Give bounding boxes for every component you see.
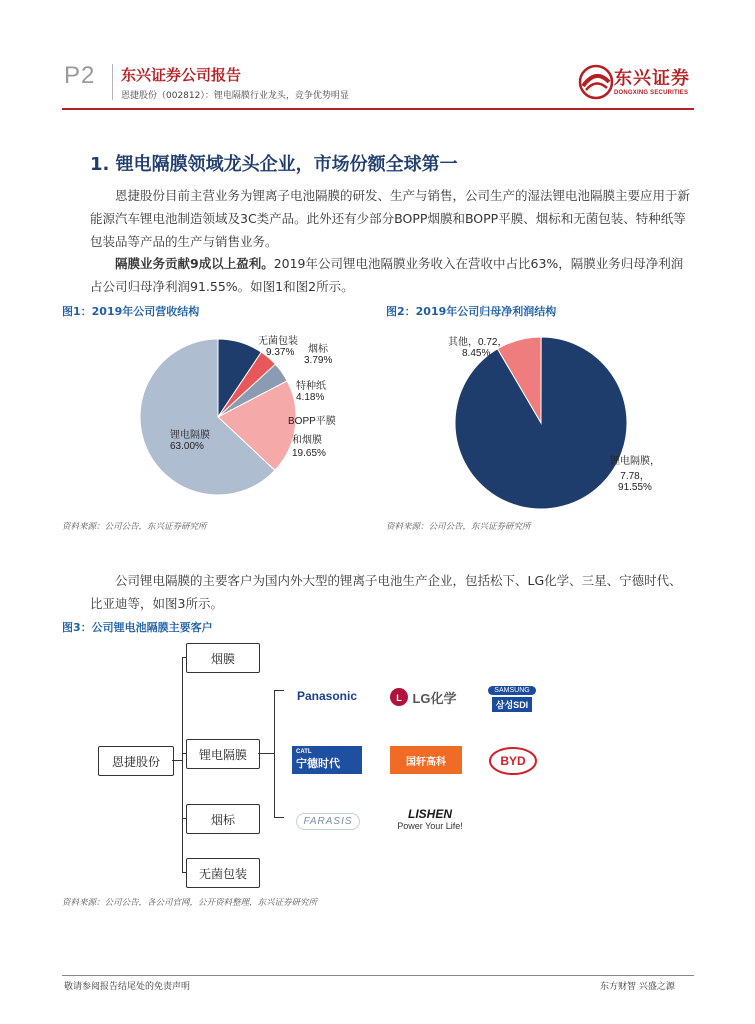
logo-text: 东兴证券 [614, 68, 690, 89]
customer-panasonic-logo [290, 684, 364, 708]
fig2-label-separator-line1: 锂电隔膜， [610, 456, 660, 467]
paragraph-profit-bold: 隔膜业务贡献9成以上盈利。 [115, 256, 274, 271]
fig1-label-separator [170, 426, 210, 452]
pie-slice-separator [455, 337, 627, 509]
customer-samsung-name: SAMSUNG [488, 686, 535, 695]
footer-rule [62, 975, 694, 976]
fig1-label-cigarette-value: 3.79% [304, 355, 333, 366]
diagram-branch-aseptic: 无菌包装 [186, 858, 260, 888]
fig1-label-cigarette-label [304, 340, 332, 366]
customer-lishen-name: LISHEN [407, 807, 452, 821]
logo-english: DONGXING SECURITIES [614, 90, 689, 96]
fig2-label-separator [610, 452, 660, 493]
fig2-label-other-line1: 其他，0.72， [448, 337, 508, 348]
fig3-title: 图3：公司锂电池隔膜主要客户 [62, 621, 213, 634]
fig1-label-bopp-name2: 和烟膜 [292, 435, 322, 446]
customer-lg-name: LG化学 [412, 690, 457, 706]
paragraph-profit-text: 2019年公司锂电池隔膜业务收入在营收中占比63%，隔膜业务归母净利润占公司归母净利润91.55%。如图1和图2所示。 [90, 256, 684, 294]
paragraph-business [90, 184, 694, 253]
fig2-label-other-line2: 8.45% [462, 348, 491, 359]
fig1-label-cigarette-name: 烟标 [308, 344, 328, 355]
customer-samsung-logo [484, 684, 540, 714]
fig1-label-bopp-value: 19.65% [292, 448, 326, 459]
fig2-source: 资料来源：公司公告，东兴证券研究所 [386, 522, 531, 532]
diagram-branch-separator: 锂电隔膜 [186, 739, 260, 769]
fig2-label-separator-line2: 7.78， [620, 471, 650, 482]
lg-circle-icon [389, 687, 409, 707]
diagram-branch-cigarette-label: 烟标 [186, 804, 260, 834]
customer-samsung-sdi: 삼성SDI [492, 697, 532, 712]
fig3-source: 资料来源：公司公告，各公司官网，公开资料整理，东兴证券研究所 [62, 898, 318, 908]
header-rule [62, 108, 694, 110]
footer-slogan: 东方财智 兴盛之源 [600, 982, 675, 992]
fig2-label-other [448, 333, 507, 359]
customer-gotion-name: 国轩高科 [406, 756, 446, 768]
fig1-label-aseptic [258, 332, 298, 358]
paragraph-business-text: 恩捷股份目前主营业务为锂离子电池隔膜的研发、生产与销售，公司生产的湿法锂电池隔膜主要应用于新能源汽车锂电池制造领域及3C类产品。此外还有少部分BOPP烟膜和BOPP平膜、烟标和无菌包装、特种纸等包装品等产品的生产与销售业务。 [90, 188, 691, 249]
fig1-source: 资料来源：公司公告，东兴证券研究所 [62, 522, 207, 532]
page-number: P2 [64, 62, 96, 89]
fig1-label-special-paper-value: 4.18% [296, 392, 325, 403]
diagram-connector [258, 753, 274, 754]
fig1-pie-chart [140, 335, 400, 505]
diagram-bracket [274, 690, 275, 818]
diagram-connector [274, 817, 284, 818]
fig1-label-special-paper [296, 377, 326, 403]
customer-byd-logo [488, 746, 538, 776]
section-heading: 1. 锂电隔膜领域龙头企业，市场份额全球第一 [90, 154, 458, 175]
fig1-label-special-paper-name: 特种纸 [296, 381, 326, 392]
fig1-label-aseptic-value: 9.37% [266, 347, 295, 358]
paragraph-customers [90, 569, 694, 615]
fig1-label-separator-name: 锂电隔膜 [170, 430, 210, 441]
report-subtitle: 恩捷股份（002812）：锂电隔膜行业龙头，竞争优势明显 [121, 91, 349, 101]
svg-text:L: L [396, 693, 403, 703]
customer-farasis-logo [294, 808, 362, 834]
diagram-connector [172, 760, 182, 761]
diagram-branch-cigarette-film: 烟膜 [186, 643, 260, 673]
fig2-label-separator-line3: 91.55% [618, 482, 652, 493]
fig1-label-bopp-name: BOPP平膜 [288, 416, 336, 427]
customer-catl-logo [292, 746, 362, 774]
footer-disclaimer: 敬请参阅报告结尾处的免责声明 [64, 982, 191, 992]
fig1-title: 图1：2019年公司营收结构 [62, 305, 200, 318]
paragraph-customers-text: 公司锂电隔膜的主要客户为国内外大型的锂离子电池生产企业，包括松下、LG化学、三星、宁德时代、比亚迪等，如图3所示。 [90, 573, 682, 611]
customer-lg-logo [384, 684, 462, 710]
diagram-root-node: 恩捷股份 [98, 746, 174, 776]
fig1-label-aseptic-name: 无菌包装 [258, 336, 298, 347]
diagram-trunk [182, 657, 183, 873]
header-divider [112, 64, 113, 100]
customer-lishen-slogan: Power Your Life! [397, 821, 463, 831]
report-title: 东兴证券公司报告 [121, 66, 242, 84]
customer-catl-abbr: CATL [296, 749, 312, 755]
customer-panasonic-name: Panasonic [296, 689, 358, 703]
fig2-title: 图2：2019年公司归母净利润结构 [386, 305, 557, 318]
diagram-connector [274, 690, 284, 691]
customer-byd-name: BYD [500, 754, 526, 768]
customer-lishen-logo [388, 802, 472, 836]
customer-farasis-name: FARASIS [296, 813, 359, 830]
customer-gotion-logo [390, 746, 462, 774]
paragraph-profit [90, 252, 694, 298]
fig1-label-bopp [288, 412, 336, 459]
fig1-label-separator-value: 63.00% [170, 441, 204, 452]
dongxing-logo-icon [578, 64, 614, 100]
customer-catl-name: 宁德时代 [296, 758, 340, 770]
